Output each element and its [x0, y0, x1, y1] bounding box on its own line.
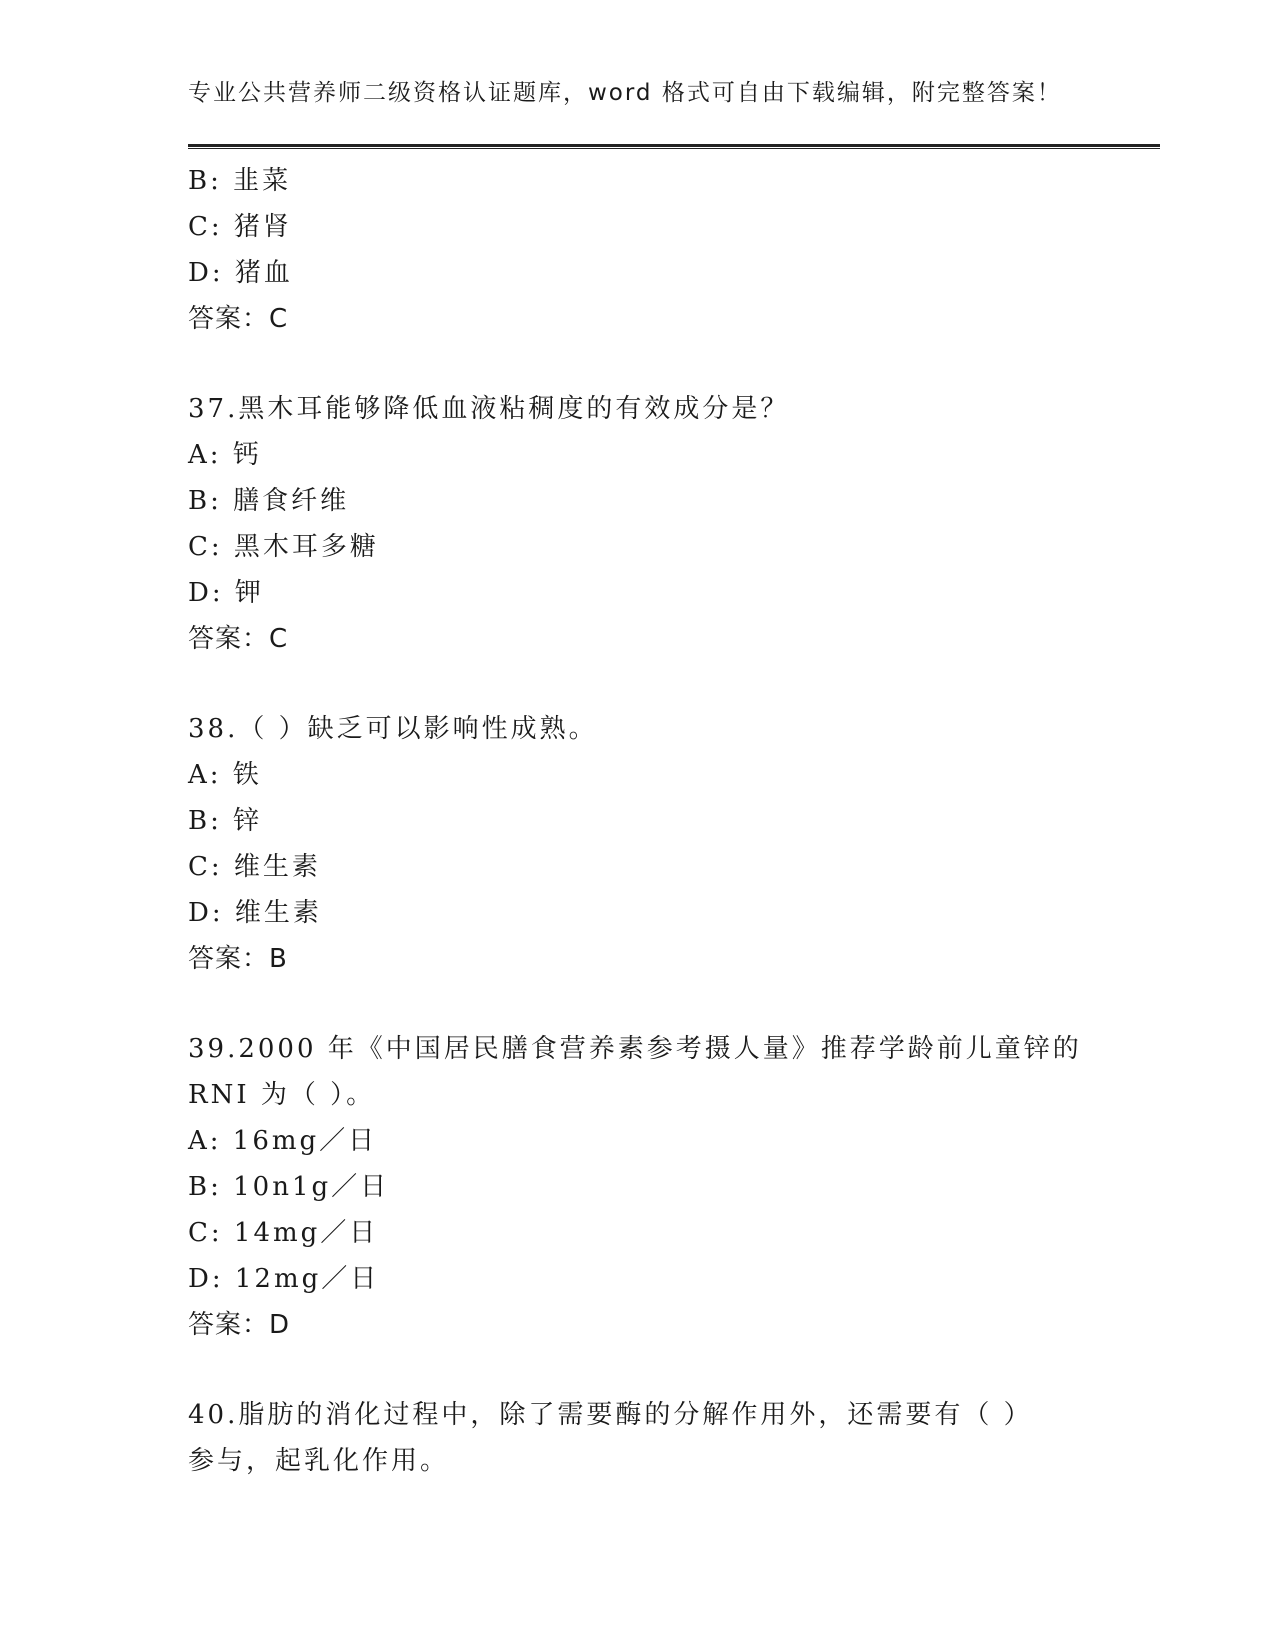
spacer	[188, 1348, 1088, 1392]
question-stem: 37.黑木耳能够降低血液粘稠度的有效成分是？	[188, 394, 790, 424]
answer-line: 答案：B	[188, 944, 288, 974]
spacer	[188, 662, 1088, 706]
spacer	[188, 982, 1088, 1026]
answer-line: 答案：C	[188, 304, 289, 334]
option-d: D: 猪血	[188, 258, 293, 288]
option-a: A: 钙	[188, 440, 262, 470]
question-block	[188, 386, 1088, 662]
option-b: B: 韭菜	[188, 166, 292, 196]
question-stem-continued: RNI 为（ ）。	[188, 1080, 376, 1110]
question-stem: 40.脂肪的消化过程中，除了需要酶的分解作用外，还需要有（ ）	[188, 1400, 1033, 1430]
option-c: C: 猪肾	[188, 212, 292, 242]
option-a: A: 铁	[188, 760, 262, 790]
question-block	[188, 158, 1088, 342]
question-block	[188, 706, 1088, 982]
option-d: D: 钾	[188, 578, 264, 608]
question-stem: 38.（ ）缺乏可以影响性成熟。	[188, 714, 598, 744]
question-block	[188, 1026, 1088, 1348]
option-c: C: 14mg／日	[188, 1218, 379, 1248]
spacer	[188, 342, 1088, 386]
option-a: A: 16mg／日	[188, 1126, 378, 1156]
header-divider	[188, 144, 1160, 147]
question-stem: 39.2000 年《中国居民膳食营养素参考摄人量》推荐学龄前儿童锌的	[188, 1034, 1082, 1064]
page-header: 专业公共营养师二级资格认证题库，word 格式可自由下载编辑，附完整答案！	[188, 80, 1062, 106]
option-b: B: 膳食纤维	[188, 486, 350, 516]
answer-line: 答案：C	[188, 624, 289, 654]
question-list	[188, 158, 1088, 1484]
option-c: C: 黑木耳多糖	[188, 532, 379, 562]
option-d: D: 维生素	[188, 898, 322, 928]
option-b: B: 锌	[188, 806, 263, 836]
option-b: B: 10n1g／日	[188, 1172, 390, 1202]
question-block	[188, 1392, 1088, 1484]
option-d: D: 12mg／日	[188, 1264, 380, 1294]
option-c: C: 维生素	[188, 852, 321, 882]
answer-line: 答案：D	[188, 1310, 291, 1340]
question-stem-continued: 参与，起乳化作用。	[188, 1446, 450, 1476]
